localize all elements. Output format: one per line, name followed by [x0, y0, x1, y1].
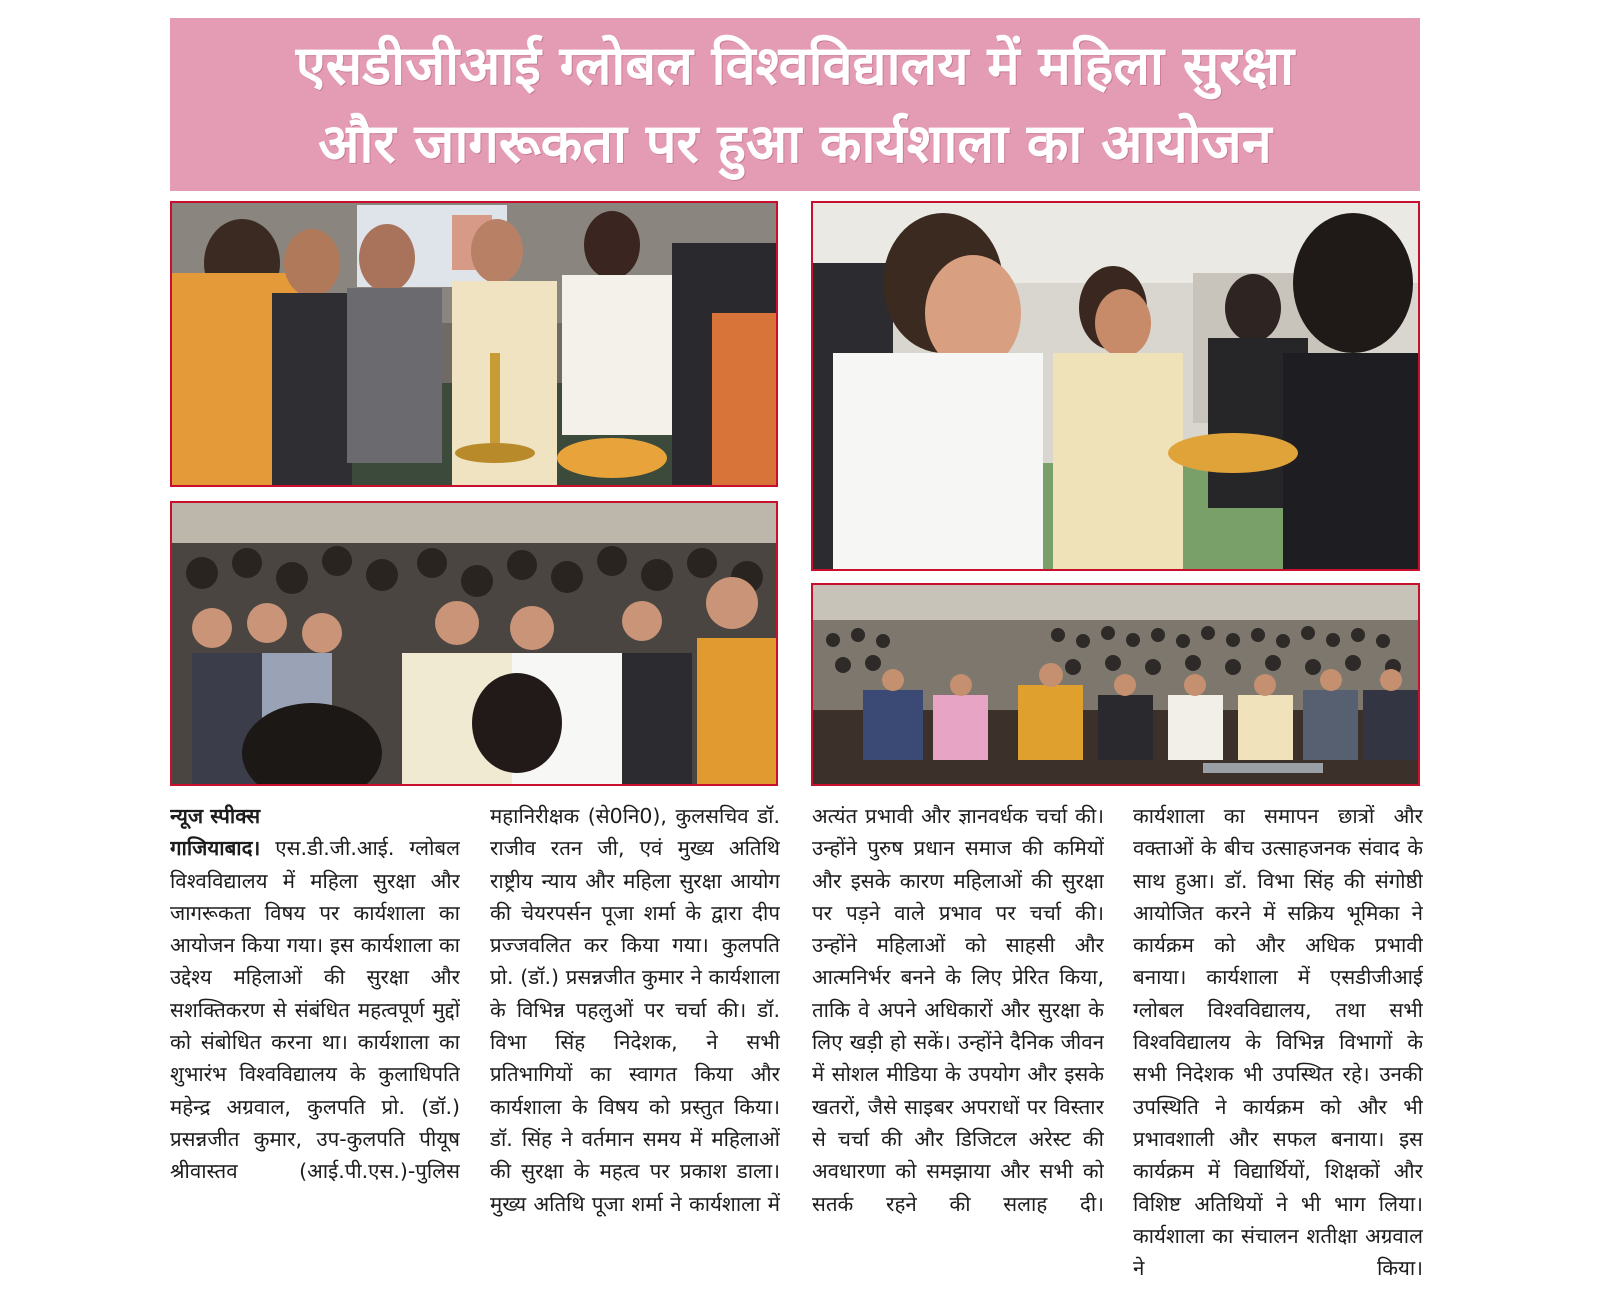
photo-students-crowd — [170, 501, 778, 786]
photo-seated-audience — [811, 583, 1420, 786]
photo-welcome-greeting — [811, 201, 1420, 571]
article-text-2: महानिरीक्षक (से0नि0), कुलसचिव डॉ. राजीव रतन जी, एवं मुख्य अतिथि राष्ट्रीय न्याय और महिला सुरक्षा आयोग की चेयरपर्सन पूजा शर्मा के द्वारा दीप प्रज्जवलित कर किया गया। कुलपति प्रो. (डॉ.) प्रसन्नजीत कुमार ने कार्यशाला के विभिन्न पहलुओं पर चर्चा की। डॉ. विभा सिंह निदेशक, ने सभी प्रतिभागियों का स्वागत किया और कार्यशाला के विषय को प्रस्तुत किया। डॉ. सिंह ने वर्तमान समय में महिलाओं की सुरक्षा के महत्व पर प्रकाश डाला। मुख्य अतिथि पूजा शर्मा ने कार्यशाला में — [490, 804, 780, 1216]
article-column-1 — [170, 800, 460, 1290]
article-column-3 — [812, 800, 1104, 1290]
headline-line-1: एसडीजीआई ग्लोबल विश्वविद्यालय में महिला सुरक्षा — [295, 33, 1295, 97]
headline-banner — [170, 18, 1420, 191]
article-text-1: एस.डी.जी.आई. ग्लोबल विश्वविद्यालय में महिला सुरक्षा और जागरूकता विषय पर कार्यशाला का आयोजन किया गया। इस कार्यशाला का उद्देश्य महिलाओं की सुरक्षा और सशक्तिकरण से संबंधित महत्वपूर्ण मुद्दों को संबोधित करना था। कार्यशाला का शुभारंभ विश्वविद्यालय के कुलाधिपति महेन्द्र अग्रवाल, कुलपति प्रो. (डॉ.) प्रसन्नजीत कुमार, उप-कुलपति पीयूष श्रीवास्तव (आई.पी.एस.)-पुलिस — [170, 836, 460, 1184]
article-column-4 — [1133, 800, 1423, 1290]
headline-line-2: और जागरूकता पर हुआ कार्यशाला का आयोजन — [318, 111, 1272, 175]
article-text-3: अत्यंत प्रभावी और ज्ञानवर्धक चर्चा की। उन्होंने पुरुष प्रधान समाज की कमियों और इसके कारण महिलाओं की सुरक्षा पर पड़ने वाले प्रभाव पर चर्चा की। उन्होंने महिलाओं को साहसी और आत्मनिर्भर बनने के लिए प्रेरित किया, ताकि वे अपने अधिकारों और सुरक्षा के लिए खड़ी हो सकें। उन्होंने दैनिक जीवन में सोशल मीडिया के उपयोग और इसके खतरों, जैसे साइबर अपराधों पर विस्तार से चर्चा की और डिजिटल अरेस्ट की अवधारणा को समझाया और सभी को सतर्क रहने की सलाह दी। — [812, 804, 1104, 1216]
photo-lamp-lighting — [170, 201, 778, 487]
article-column-2 — [490, 800, 780, 1290]
dateline: गाजियाबाद। — [170, 836, 261, 861]
byline: न्यूज स्पीक्स — [170, 804, 261, 828]
article-text-4: कार्यशाला का समापन छात्रों और वक्ताओं के बीच उत्साहजनक संवाद के साथ हुआ। डॉ. विभा सिंह की संगोष्ठी आयोजित करने में सक्रिय भूमिका ने कार्यक्रम को और अधिक प्रभावी बनाया। कार्यशाला में एसडीजीआई ग्लोबल विश्वविद्यालय, तथा सभी विश्वविद्यालय के विभिन्न विभागों के सभी निदेशक भी उपस्थित रहे। उनकी उपस्थिति ने कार्यक्रम को और भी प्रभावशाली और सफल बनाया। इस कार्यक्रम में विद्यार्थियों, शिक्षकों और विशिष्ट अतिथियों ने भी भाग लिया। कार्यशाला का संचालन शतीक्षा अग्रवाल ने किया। — [1133, 804, 1423, 1281]
